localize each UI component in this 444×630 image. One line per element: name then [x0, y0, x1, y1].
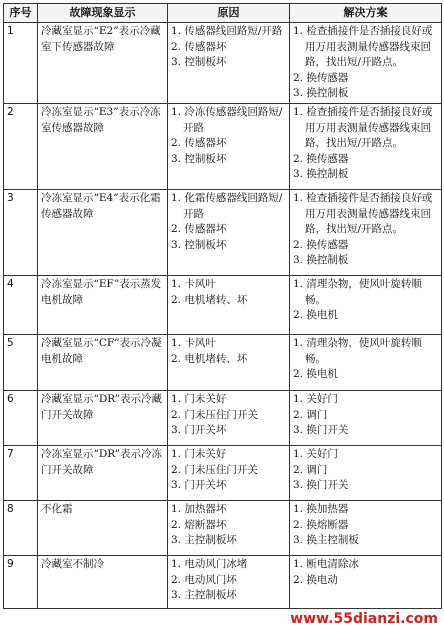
- header-solution: 解决方案: [290, 4, 442, 23]
- solution-item: 3. 换门开关: [293, 424, 349, 437]
- table-row: [4, 189, 442, 275]
- solution-cell: [290, 23, 442, 104]
- symptom-cell: 不化霜: [38, 500, 168, 555]
- row-number: 6: [4, 390, 38, 445]
- cause-item: 1. 门未关好: [171, 392, 227, 405]
- cause-item: 2. 传感器坏: [171, 137, 227, 150]
- cause-item: 1. 门未关好: [171, 447, 227, 460]
- solution-list: [293, 105, 438, 183]
- solution-item: 3. 换控制板: [293, 87, 349, 100]
- fault-table: [3, 3, 442, 609]
- header-symptom: 故障现象显示: [38, 4, 168, 23]
- symptom-cell: 冷冻室显示“E4”表示化霜传感器故障: [38, 189, 168, 275]
- cause-item: 2. 传感器坏: [171, 223, 227, 236]
- watermark: www.55dianzi.com: [290, 611, 438, 627]
- cause-item: 1. 传感器线回路短/开路: [171, 25, 283, 37]
- solution-item: 3. 换控制板: [293, 168, 349, 181]
- cause-item: 2. 门未压住门开关: [171, 463, 258, 476]
- row-number: 8: [4, 500, 38, 555]
- symptom-cell: 冷藏室不制冷: [38, 555, 168, 608]
- cause-item: 3. 主控制板坏: [171, 589, 237, 602]
- row-number: 1: [4, 23, 38, 104]
- cause-cell: [168, 189, 290, 275]
- row-number: 9: [4, 555, 38, 608]
- cause-list: [171, 447, 286, 494]
- solution-cell: [290, 445, 442, 500]
- row-number: 5: [4, 334, 38, 390]
- cause-cell: [168, 555, 290, 608]
- cause-item: 1. 电动风门冰堵: [171, 557, 248, 570]
- cause-list: [171, 392, 286, 439]
- cause-item: 2. 熔断器坏: [171, 518, 227, 531]
- cause-item: 2. 电机堵转、坏: [171, 352, 248, 365]
- cause-cell: [168, 23, 290, 104]
- header-cause: 原因: [168, 4, 290, 23]
- solution-item: 1. 关好门: [293, 392, 338, 405]
- cause-list: [171, 191, 286, 253]
- cause-list: [171, 277, 286, 308]
- cause-item: 2. 电动风门坏: [171, 573, 237, 586]
- row-number: 3: [4, 189, 38, 275]
- solution-item: 1. 检查插接件是否插接良好或用万用表测量传感器线束回路，找出短/开路点。: [293, 25, 433, 69]
- solution-item: 2. 换电机: [293, 309, 338, 322]
- solution-cell: [290, 275, 442, 334]
- row-number: 4: [4, 275, 38, 334]
- cause-item: 2. 传感器坏: [171, 40, 227, 53]
- solution-item: 1. 检查插接件是否插接良好或用万用表测量传感器线束回路，找出短/开路点。: [293, 191, 433, 236]
- cause-list: [171, 24, 286, 71]
- table-row: [4, 555, 442, 608]
- cause-cell: [168, 103, 290, 189]
- solution-cell: [290, 103, 442, 189]
- solution-item: 2. 换传感器: [293, 71, 349, 84]
- cause-item: 2. 门未压住门开关: [171, 408, 258, 421]
- cause-item: 3. 主控制板坏: [171, 534, 237, 547]
- solution-item: 3. 换主控制板: [293, 534, 359, 547]
- cause-item: 1. 加热器坏: [171, 502, 227, 515]
- header-row: [4, 4, 442, 23]
- solution-list: [293, 277, 438, 324]
- solution-cell: [290, 334, 442, 390]
- solution-item: 3. 换门开关: [293, 479, 349, 492]
- symptom-cell: 冷藏室显示“DR”表示冷藏门开关故障: [38, 390, 168, 445]
- table-row: [4, 23, 442, 104]
- symptom-cell: 冷冻室显示“E3”表示冷冻室传感器故障: [38, 103, 168, 189]
- solution-item: 1. 清理杂物，使风叶旋转顺畅。: [293, 336, 422, 365]
- cause-list: [171, 557, 286, 604]
- table-row: [4, 445, 442, 500]
- solution-cell: [290, 500, 442, 555]
- table-row: [4, 390, 442, 445]
- table-row: [4, 275, 442, 334]
- symptom-cell: 冷冻室显示“EF”表示蒸发电机故障: [38, 275, 168, 334]
- solution-list: [293, 392, 438, 439]
- symptom-cell: 冷藏室显示“CF”表示冷凝电机故障: [38, 334, 168, 390]
- solution-list: [293, 557, 438, 588]
- table-row: [4, 103, 442, 189]
- solution-item: 2. 换电动: [293, 573, 338, 586]
- cause-cell: [168, 275, 290, 334]
- cause-item: 3. 控制板坏: [171, 238, 227, 251]
- cause-list: [171, 502, 286, 549]
- solution-list: [293, 336, 438, 383]
- solution-item: 2. 换电机: [293, 368, 338, 381]
- cause-item: 2. 电机堵转、坏: [171, 293, 248, 306]
- table-body: [4, 23, 442, 609]
- cause-item: 3. 门开关坏: [171, 479, 227, 492]
- solution-item: 1. 断电清除冰: [293, 557, 359, 570]
- cause-item: 3. 控制板坏: [171, 152, 227, 165]
- table-row: [4, 334, 442, 390]
- solution-list: [293, 447, 438, 494]
- solution-list: [293, 24, 438, 102]
- solution-item: 1. 关好门: [293, 447, 338, 460]
- cause-item: 3. 控制板坏: [171, 56, 227, 69]
- solution-item: 2. 换传感器: [293, 152, 349, 165]
- solution-item: 2. 调门: [293, 408, 328, 421]
- cause-item: 3. 门开关坏: [171, 424, 227, 437]
- cause-item: 1. 卡风叶: [171, 336, 216, 349]
- solution-item: 2. 换熔断器: [293, 518, 349, 531]
- symptom-cell: 冷藏室显示“E2”表示冷藏室下传感器故障: [38, 23, 168, 104]
- solution-item: 3. 换控制板: [293, 254, 349, 267]
- cause-cell: [168, 390, 290, 445]
- table-row: [4, 500, 442, 555]
- solution-item: 2. 换传感器: [293, 238, 349, 251]
- cause-item: 1. 卡风叶: [171, 277, 216, 290]
- row-number: 7: [4, 445, 38, 500]
- solution-list: [293, 502, 438, 549]
- solution-cell: [290, 390, 442, 445]
- header-no: 序号: [4, 4, 38, 23]
- cause-item: 1. 化霜传感器线回路短/开路: [171, 191, 283, 220]
- row-number: 2: [4, 103, 38, 189]
- solution-item: 1. 检查插接件是否插接良好或用万用表测量传感器线束回路，找出短/开路点。: [293, 105, 433, 150]
- cause-item: 1. 冷冻传感器线回路短/开路: [171, 105, 283, 134]
- cause-cell: [168, 334, 290, 390]
- solution-cell: [290, 555, 442, 608]
- cause-list: [171, 105, 286, 167]
- solution-item: 1. 换加热器: [293, 502, 349, 515]
- solution-item: 2. 调门: [293, 463, 328, 476]
- solution-item: 1. 清理杂物，使风叶旋转顺畅。: [293, 277, 422, 306]
- solution-cell: [290, 189, 442, 275]
- cause-cell: [168, 445, 290, 500]
- symptom-cell: 冷冻室显示“DR”表示冷冻门开关故障: [38, 445, 168, 500]
- cause-list: [171, 336, 286, 367]
- cause-cell: [168, 500, 290, 555]
- solution-list: [293, 191, 438, 269]
- table-header: [4, 4, 442, 23]
